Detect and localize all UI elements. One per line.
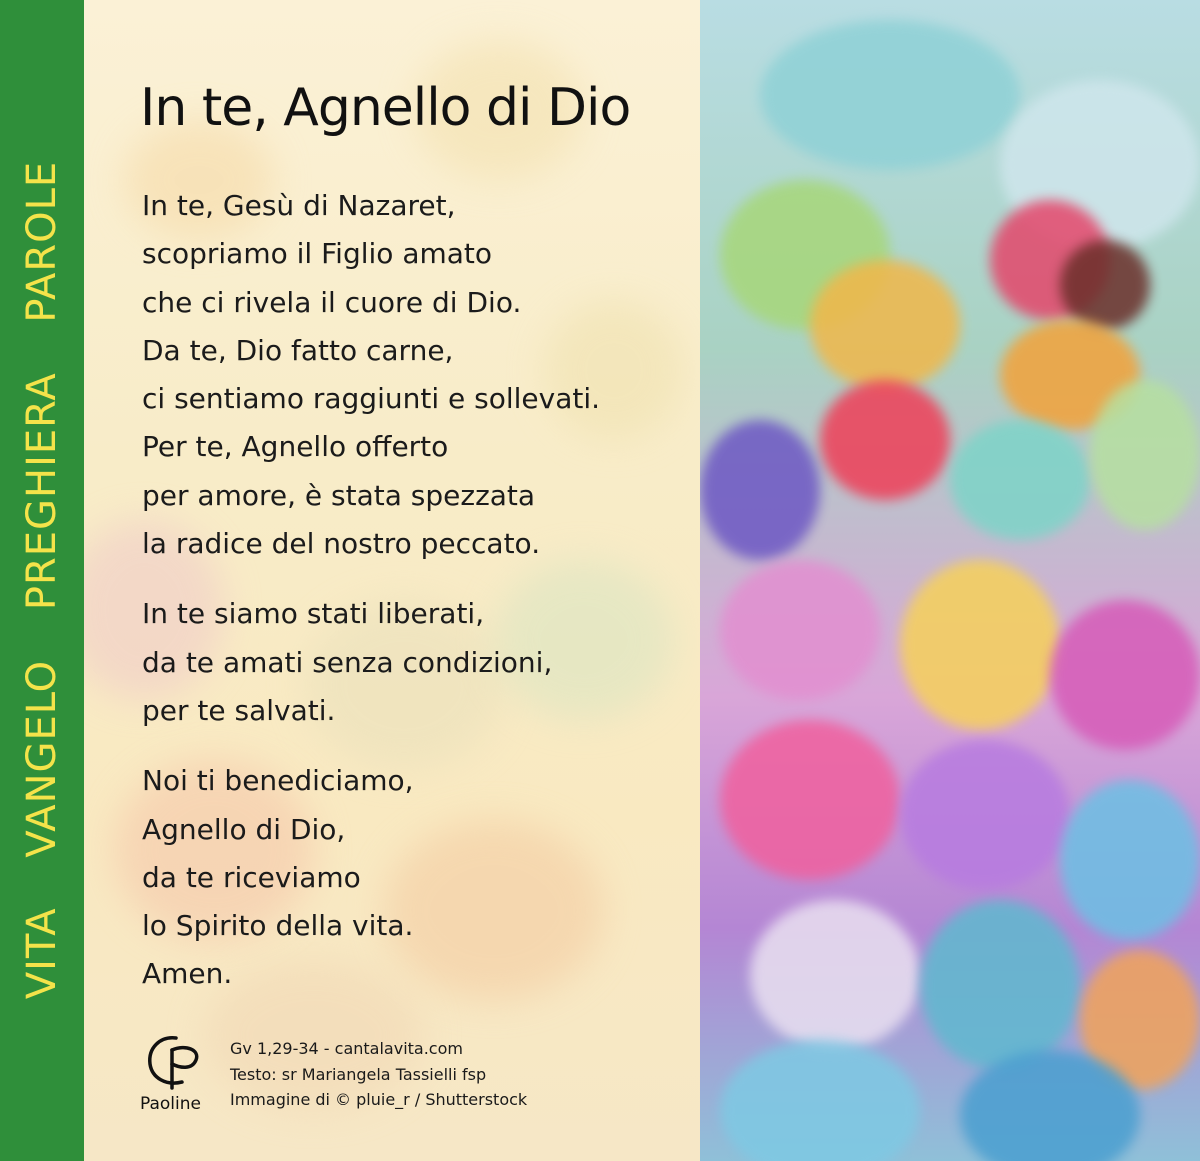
paint-blob [750, 900, 920, 1050]
band-word-vangelo: VANGELO [19, 659, 65, 858]
paint-blob [720, 560, 880, 700]
poem-line: da te amati senza condizioni, [142, 645, 553, 679]
paint-blob [720, 1040, 920, 1161]
paoline-label: Paoline [140, 1094, 201, 1114]
poem-line: da te riceviamo [142, 860, 361, 894]
poem-body [142, 182, 682, 1021]
band-word-vita: VITA [19, 907, 65, 1000]
poem-line: lo Spirito della vita. [142, 909, 414, 943]
paint-blob [950, 420, 1090, 540]
paint-blob [760, 20, 1020, 170]
poem-stanza [142, 182, 682, 568]
poem-line: per amore, è stata spezzata [142, 478, 536, 512]
paint-blob [1050, 600, 1200, 750]
band-word-parole: PAROLE [19, 160, 65, 323]
poem-stanza [142, 590, 682, 735]
band-word-preghiera: PREGHIERA [19, 372, 65, 611]
paint-blob [920, 900, 1080, 1070]
credits [230, 1036, 527, 1113]
credit-reference: Gv 1,29-34 - cantalavita.com [230, 1039, 463, 1058]
poem-line: Da te, Dio fatto carne, [142, 333, 454, 367]
paint-blob [720, 720, 900, 880]
poem-line: Agnello di Dio, [142, 812, 346, 846]
footer [136, 1030, 696, 1120]
poem-line: scopriamo il Figlio amato [142, 237, 493, 271]
poem-line: Per te, Agnello offerto [142, 430, 449, 464]
band-words [19, 143, 65, 1017]
poem-line: che ci rivela il cuore di Dio. [142, 285, 522, 319]
paint-blob [900, 740, 1070, 890]
paint-blob [1060, 780, 1200, 940]
paoline-logo-icon [142, 1030, 206, 1090]
poem-line: per te salvati. [142, 693, 336, 727]
poem-stanza [142, 757, 682, 998]
poem-line: Amen. [142, 957, 233, 991]
paint-blob [1090, 380, 1200, 530]
paint-blob [700, 420, 820, 560]
paint-blob [820, 380, 950, 500]
paint-blob [900, 560, 1060, 730]
credit-image: Immagine di © pluie_r / Shutterstock [230, 1090, 528, 1109]
flower-painting [700, 0, 1200, 1161]
poem-line: Noi ti benediciamo, [142, 764, 414, 798]
text-panel [84, 0, 700, 1161]
credit-text-author: Testo: sr Mariangela Tassielli fsp [230, 1064, 487, 1084]
paoline-logo [136, 1030, 216, 1120]
poem-line: In te, Gesù di Nazaret, [142, 189, 456, 222]
poem-line: In te siamo stati liberati, [142, 597, 485, 631]
paint-blob [1060, 240, 1150, 330]
paint-blob [810, 260, 960, 390]
vertical-band [0, 0, 84, 1161]
poem-line: la radice del nostro peccato. [142, 527, 541, 561]
poem-line: ci sentiamo raggiunti e sollevati. [142, 382, 601, 416]
poem-title: In te, Agnello di Dio [140, 78, 631, 138]
